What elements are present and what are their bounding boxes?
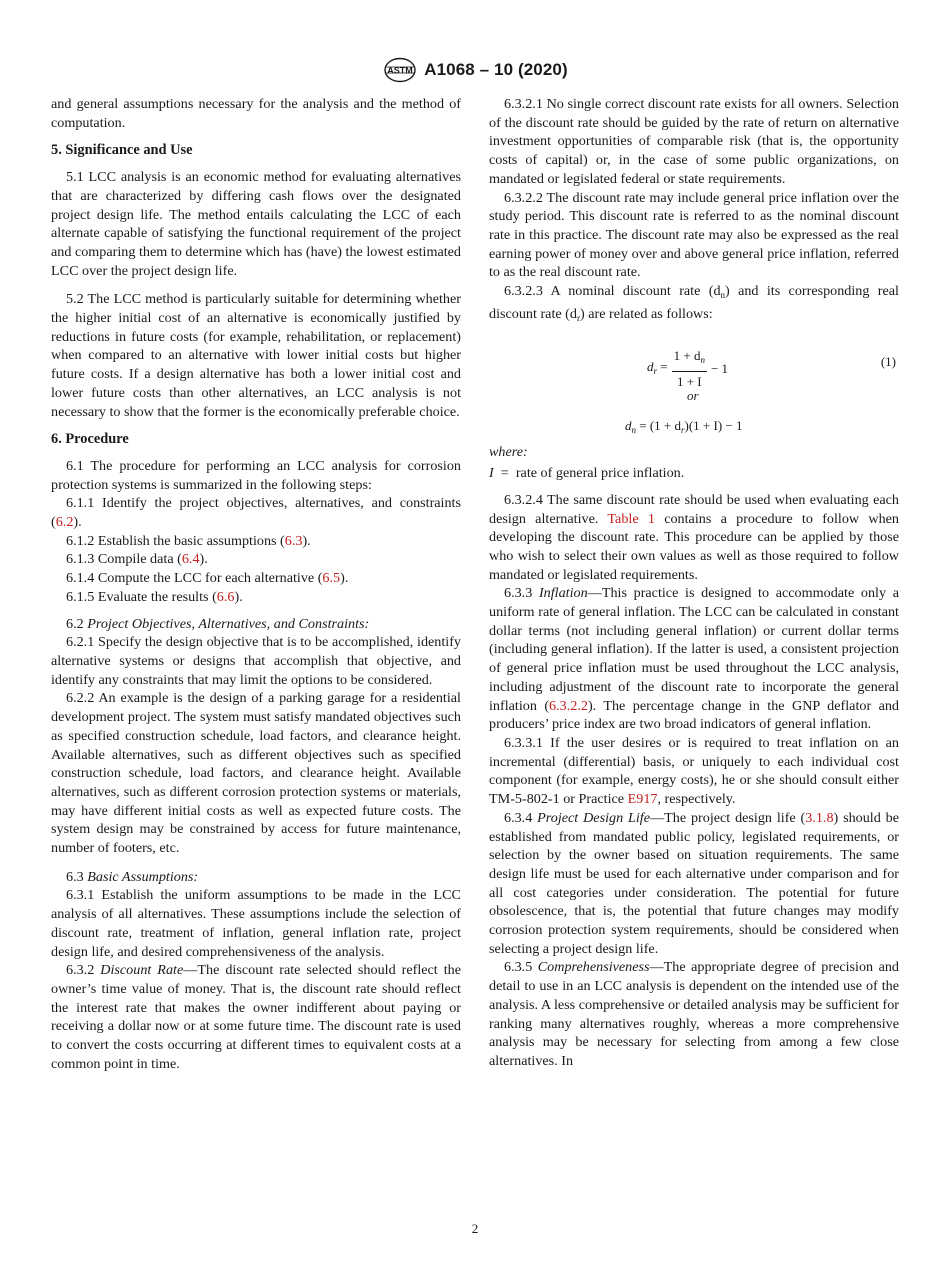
astm-logo xyxy=(382,57,418,83)
page-header xyxy=(0,57,950,88)
para-6-3-2-3: 6.3.2.3 A nominal discount rate $(d_n)$ and its corresponding real discount rate $(d_r)$ are related as follows: xyxy=(489,283,899,323)
ref-6-3-2-2-link[interactable]: 6.3.2.2 xyxy=(549,697,588,714)
right-column xyxy=(489,95,899,1071)
para-6-3: 6.3 Basic Assumptions: xyxy=(66,868,199,885)
para-6-3-2-2: 6.3.2.2 The discount rate may include general price inflation over the study period. This discount rate is referred to as the nominal discount rate in this practice. The discount rate may also be expressed as the real earning power of money over and above general price inflation, referred to as the real discount rate. xyxy=(489,189,899,281)
para-6-3-1: 6.3.1 Establish the uniform assumptions to be made in the LCC analysis of all alternatives. These assumptions include the selection of discount rate, treatment of inflation, general inflation rate, project design life, and desired comprehensiveness of the analysis. xyxy=(51,887,461,960)
para-5-2: 5.2 The LCC method is particularly suitable for determining whether the higher initial cost of an alternative is economically justified by reductions in future costs (for example, rehabilitation, or replacement) when compared to an alternative with lower initial costs but higher future costs. If a design alternative has both a lower initial cost and lower future costs than other alternatives, an LCC analysis is not necessary to show that the former is the economically preferable choice. xyxy=(51,291,461,420)
equation-or: or xyxy=(687,388,699,404)
para-6-3-2: 6.3.2 Discount Rate—The discount rate selected should reflect the owner’s time value of money. That is, the discount rate should reflect the interest rate that makes the owner indifferent about paying or receiving a dollar now or at some future time. The discount rate is used to convert the costs occurring at different times to equivalent costs at a common point in time. xyxy=(51,962,461,1072)
step-6-1-4: 6.1.4 Compute the LCC for each alternative (6.5). xyxy=(66,570,349,587)
equation-1-number: (1) xyxy=(880,354,896,370)
where-label: where: xyxy=(489,444,528,461)
para-6-3-2-4: 6.3.2.4 The same discount rate should be used when evaluating each design alternative. Table 1 contains a procedure to follow when developing the discount rate. This procedure can be applied by those who wish to select their own values as well as those required to follow mandated or legislated requirements. xyxy=(489,491,900,583)
para-6-3-3: 6.3.3 Inflation—This practice is designed to accommodate only a uniform rate of general inflation. The LCC can be calculated in constant dollar terms (not including general inflation) or current dollar terms (including general inflation). If the latter is used, a consistent projection of general price inflation must be used throughout the LCC analysis, including adjustment of the discount rate to incorporate the general inflation (6.3.2.2). The percentage change in the GNP deflator and producers’ price index are two broad indicators of general inflation. xyxy=(489,585,899,733)
para-5-1: 5.1 LCC analysis is an economic method for evaluating alternatives that are characterized by differing cash flows over the designated project design life. The method entails calculating the LCC of each alternate capable of satisfying the functional requirement of the project and comparing them to determine which has (have) the lowest estimated LCC over the project design life. xyxy=(51,169,461,279)
section-6-heading: 6. Procedure xyxy=(51,431,129,448)
para-6-3-5: 6.3.5 Comprehensiveness—The appropriate degree of precision and detail to use in an LCC analysis is dependent on the intended use of the analysis. A less comprehensive or detailed analysis may be sufficient for ranking many alternatives roughly, whereas a more comprehensive analysis may be necessary for selecting from among a few close alternatives. In xyxy=(489,959,899,1069)
section-5-heading: 5. Significance and Use xyxy=(51,142,193,159)
table-1-link[interactable]: Table 1 xyxy=(607,510,655,527)
ref-6-6-link[interactable]: 6.6 xyxy=(216,588,235,605)
equation-1: $d_r$ = $\frac{1 + d_n}{1 + I}$ − 1 xyxy=(647,347,728,391)
ref-6-4-link[interactable]: 6.4 xyxy=(181,551,200,568)
svg-text:ASTM: ASTM xyxy=(387,65,413,76)
para-6-3-3-1: 6.3.3.1 If the user desires or is required to treat inflation on an incremental (differential) basis, or uniquely to each individual cost component (for example, energy costs), he or she should consult either TM-5-802-1 or Practice E917, respectively. xyxy=(489,734,899,808)
para-6-2-1: 6.2.1 Specify the design objective that is to be accomplished, identify alternative systems or designs that accomplish that objective, and identify any constraints that may limit the options to be considered. xyxy=(51,634,461,688)
equation-2: $d_n = (1 + d_r)(1 + I) - 1$ xyxy=(625,418,743,436)
para-6-1: 6.1 The procedure for performing an LCC analysis for corrosion protection systems is summarized in the following steps: xyxy=(51,457,461,493)
para-6-3-2-1: 6.3.2.1 No single correct discount rate exists for all owners. Selection of the discount rate should be guided by the rate of return on alternative investment opportunities of comparable risk (that is, the opportunity costs of capital) or, in the case of some public organizations, on mandated or legislated federal or state requirements. xyxy=(489,96,899,187)
ref-6-3-link[interactable]: 6.3 xyxy=(284,532,303,549)
ref-e917-link[interactable]: E917 xyxy=(627,791,658,808)
ref-6-2-link[interactable]: 6.2 xyxy=(55,514,74,531)
para-6-2: 6.2 Project Objectives, Alternatives, and Constraints: xyxy=(66,615,370,632)
ref-3-1-8-link[interactable]: 3.1.8 xyxy=(805,809,834,826)
equation-1-fraction: $\frac{1 + d_n}{1 + I}$ xyxy=(673,348,705,390)
document-id: A1068 – 10 (2020) xyxy=(424,60,568,79)
intro-paragraph: and general assumptions necessary for the analysis and the method of computation. xyxy=(51,96,461,131)
para-6-2-2: 6.2.2 An example is the design of a parking garage for a residential development project. The system must satisfy mandated objectives such as specified construction schedule, load factors, and clearance height. Available alternatives, such as different objectives such as specified construction schedule, load factors, and clearance height. Available alternatives, such as different corrosion protection systems or materials, may have different initial costs as well as expected future costs. The system design may be constrained by access for future maintenance, number of footers, etc. xyxy=(51,690,461,857)
step-6-1-1: 6.1.1 Identify the project objectives, alternatives, and constraints (6.2). xyxy=(51,495,461,531)
equation-block xyxy=(489,339,899,435)
left-column xyxy=(51,95,461,1073)
ref-6-5-link[interactable]: 6.5 xyxy=(322,570,341,587)
page-number: 2 xyxy=(471,1221,479,1236)
definition-I: I = rate of general price inflation. xyxy=(489,465,685,482)
step-6-1-5: 6.1.5 Evaluate the results (6.6). xyxy=(66,588,243,605)
para-6-3-4: 6.3.4 Project Design Life—The project design life (3.1.8) should be established from mandated public policy, legislated requirements, or selection by the owner based on situation requirements. The same design life must be used for each alternative under comparison and for all cost categories under consideration. The potential for future obsolescence, that is, the potential that future changes may modify corrosion protection system requirements, should be considered when selecting a project design life. xyxy=(489,809,899,957)
step-6-1-2: 6.1.2 Establish the basic assumptions (6.3). xyxy=(66,532,311,549)
step-6-1-3: 6.1.3 Compile data (6.4). xyxy=(66,551,208,568)
